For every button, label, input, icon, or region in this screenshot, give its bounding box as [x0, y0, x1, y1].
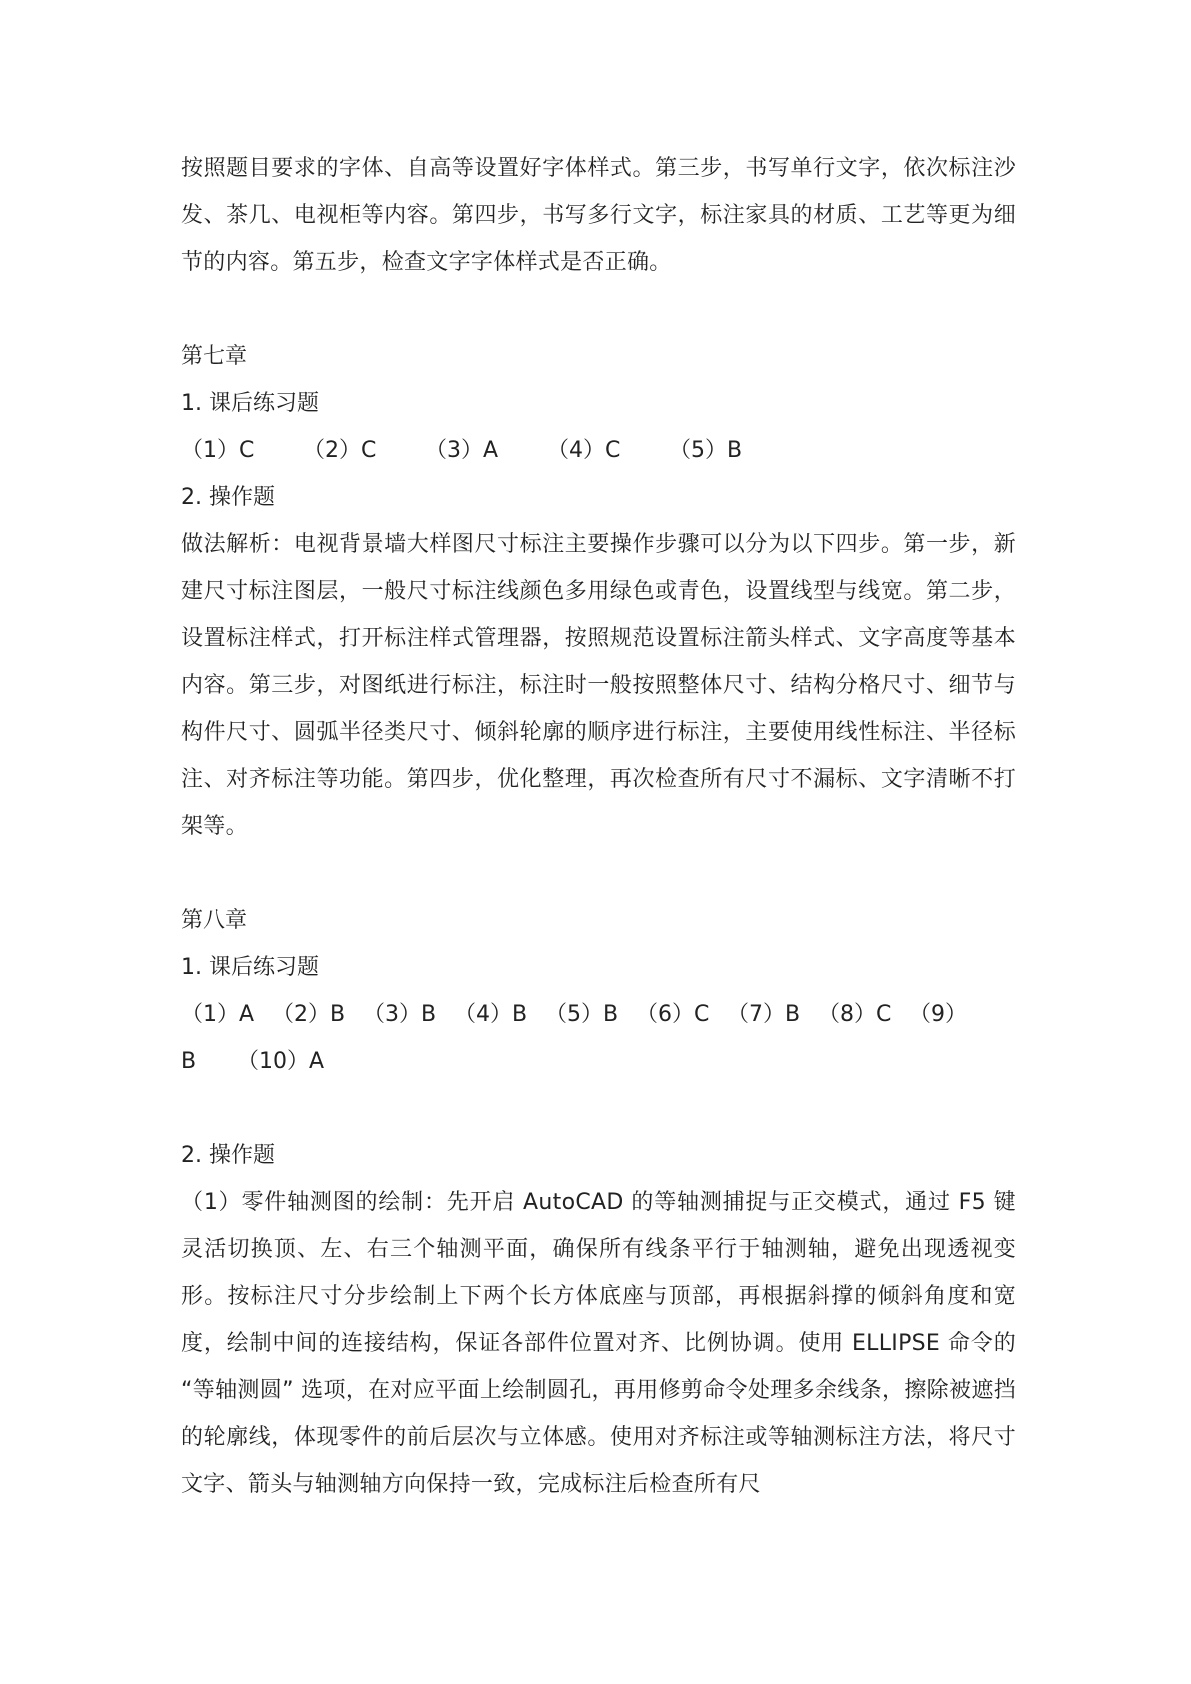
- answer-item: （4）C: [547, 438, 621, 463]
- answer-item: （3）B: [363, 1002, 437, 1027]
- answer-item: （2）C: [303, 438, 377, 463]
- answer-item: （6）C: [636, 1002, 710, 1027]
- answer-item: （5）B: [669, 438, 743, 463]
- paragraph-text-style-steps: 按照题目要求的字体、自高等设置好字体样式。第三步，书写单行文字，依次标注沙发、茶几、电视柜等内容。第四步，书写多行文字，标注家具的材质、工艺等更为细节的内容。第五步，检查文字字体样式是否正确。: [181, 156, 1016, 275]
- chapter-7-operation-body: 做法解析：电视背景墙大样图尺寸标注主要操作步骤可以分为以下四步。第一步，新建尺寸标注图层，一般尺寸标注线颜色多用绿色或青色，设置线型与线宽。第二步，设置标注样式，打开标注样式管理器，按照规范设置标注箭头样式、文字高度等基本内容。第三步，对图纸进行标注，标注时一般按照整体尺寸、结构分格尺寸、细节与构件尺寸、圆弧半径类尺寸、倾斜轮廓的顺序进行标注，主要使用线性标注、半径标注、对齐标注等功能。第四步，优化整理，再次检查所有尺寸不漏标、文字清晰不打架等。: [181, 532, 1016, 839]
- chapter-8-operation-heading: 2. 操作题: [181, 1143, 275, 1168]
- chapter-7-heading: 第七章: [181, 344, 248, 369]
- answer-item: （5）B: [545, 1002, 619, 1027]
- answer-item: （4）B: [454, 1002, 528, 1027]
- chapter-8-heading: 第八章: [181, 908, 248, 933]
- chapter-7-answer-list: [181, 427, 1016, 474]
- chapter-8-exercises-heading: 1. 课后练习题: [181, 955, 319, 980]
- answer-item: B: [181, 1049, 197, 1074]
- answer-item: （8）C: [818, 1002, 892, 1027]
- chapter-7-exercises-heading: 1. 课后练习题: [181, 391, 319, 416]
- chapter-8-answer-list-row-2: [181, 1038, 1016, 1085]
- chapter-8-operation-body: （1）零件轴测图的绘制：先开启 AutoCAD 的等轴测捕捉与正交模式，通过 F5 键灵活切换顶、左、右三个轴测平面，确保所有线条平行于轴测轴，避免出现透视变形。按标注尺寸分步绘制上下两个长方体底座与顶部，再根据斜撑的倾斜角度和宽度，绘制中间的连接结构，保证各部件位置对齐、比例协调。使用 ELLIPSE 命令的 “等轴测圆” 选项，在对应平面上绘制圆孔，再用修剪命令处理多余线条，擦除被遮挡的轮廓线，体现零件的前后层次与立体感。使用对齐标注或等轴测标注方法，将尺寸文字、箭头与轴测轴方向保持一致，完成标注后检查所有尺: [181, 1190, 1016, 1497]
- answer-item: （1）A: [181, 1002, 255, 1027]
- chapter-8-answer-list-row-1: [181, 991, 1016, 1038]
- document-page: [181, 145, 1016, 1508]
- answer-item: （3）A: [425, 438, 499, 463]
- answer-item: （10）A: [237, 1049, 325, 1074]
- answer-item: （7）B: [727, 1002, 801, 1027]
- answer-item: （9）: [909, 1002, 967, 1027]
- answer-item: （2）B: [272, 1002, 346, 1027]
- chapter-7-operation-heading: 2. 操作题: [181, 485, 275, 510]
- answer-item: （1）C: [181, 438, 255, 463]
